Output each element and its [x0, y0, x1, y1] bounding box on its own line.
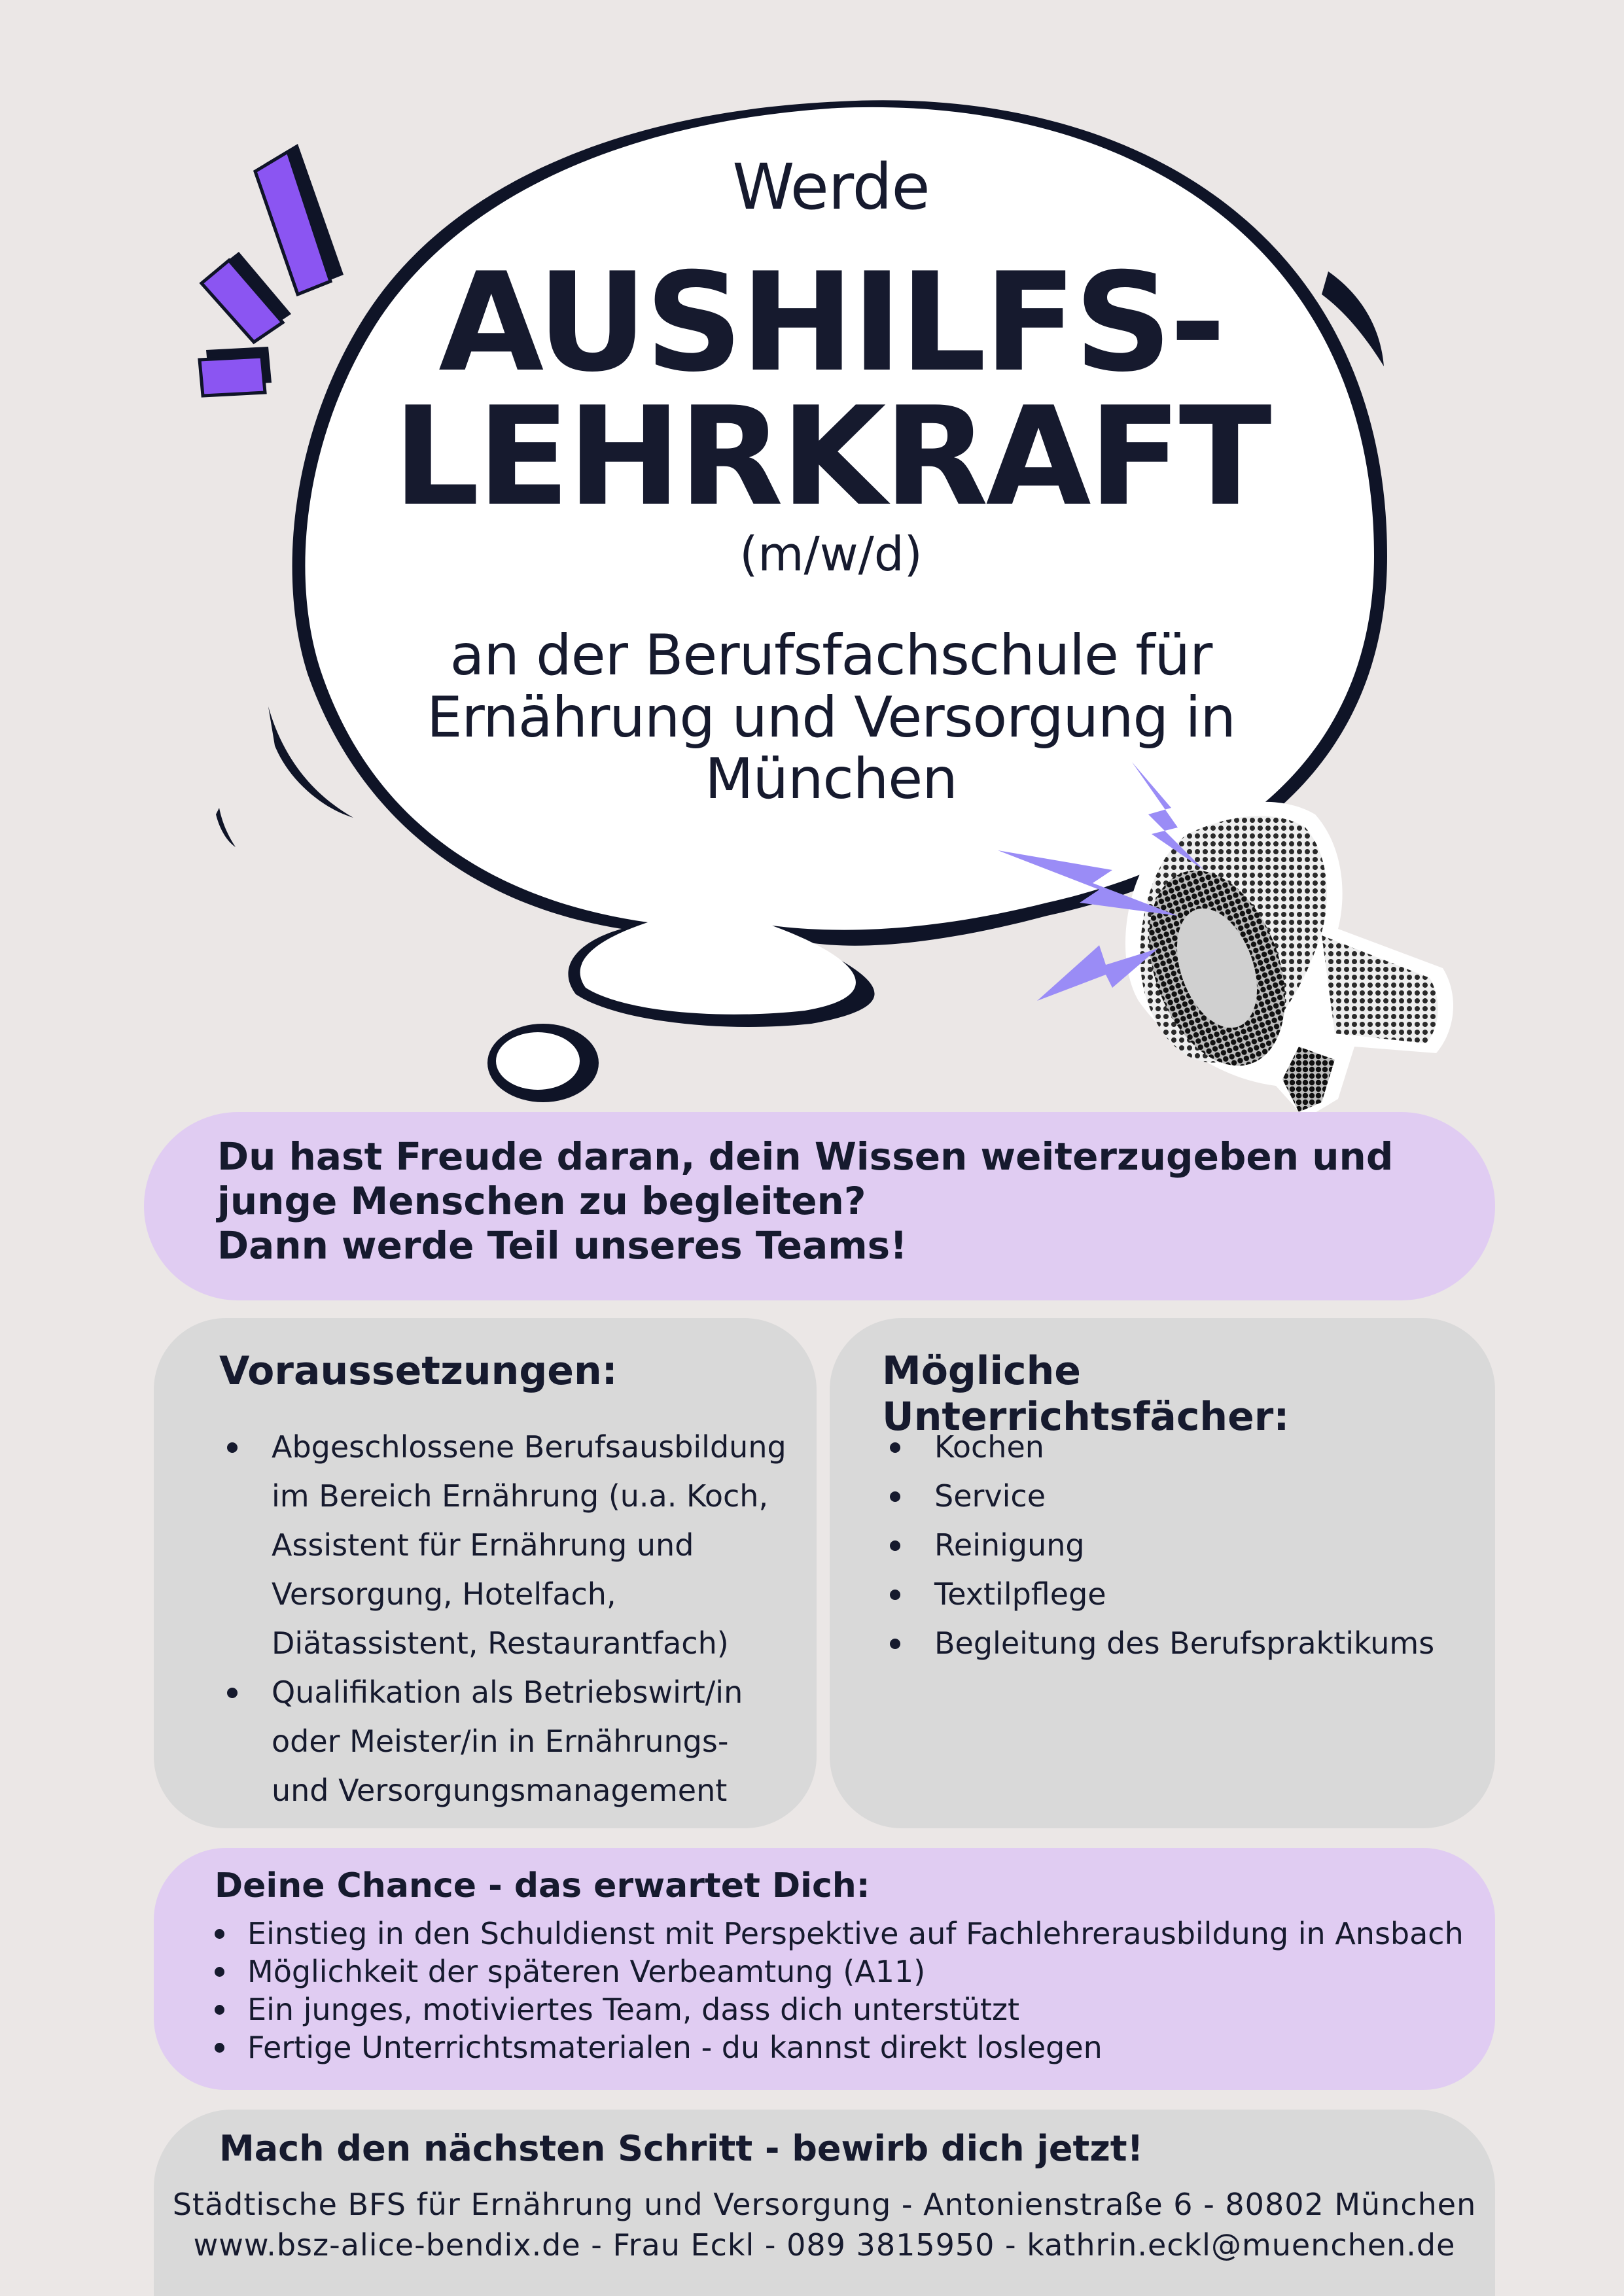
subjects-list — [882, 1423, 1471, 1668]
hero-title-line1: AUSHILFS- — [438, 244, 1224, 402]
hero-school-line3: München — [705, 746, 957, 812]
chance-list — [209, 1915, 1485, 2066]
chance-item: Möglichkeit der späteren Verbeamtung (A11) — [209, 1953, 1485, 1991]
intro-line2: junge Menschen zu begleiten? — [217, 1179, 866, 1223]
call-to-action: Mach den nächsten Schritt - bewirb dich jetzt! — [219, 2128, 1144, 2169]
intro-line1: Du hast Freude daran, dein Wissen weiterzugeben und — [217, 1134, 1394, 1179]
hero-school-line2: Ernährung und Versorgung in — [427, 684, 1235, 750]
subjects-item: Reinigung — [882, 1521, 1471, 1570]
requirements-list — [219, 1423, 795, 1815]
contact-address: Städtische BFS für Ernährung und Versorgung - Antonienstraße 6 - 80802 München — [172, 2187, 1477, 2222]
intro-text — [217, 1134, 1393, 1268]
requirements-item: Qualifikation als Betriebswirt/in oder Meister/in in Ernährungs- und Versorgungsmanagement — [219, 1668, 795, 1815]
requirements-item: Abgeschlossene Berufsausbildung im Bereich Ernährung (u.a. Koch, Assistent für Ernährung und Versorgung, Hotelfach, Diätassistent, Restaurantfach) — [219, 1423, 795, 1668]
burst-lines-icon — [200, 144, 344, 396]
subjects-title: Mögliche Unterrichtsfächer: — [882, 1348, 1290, 1440]
subjects-item: Textilpflege — [882, 1570, 1471, 1619]
requirements-box — [154, 1318, 817, 1828]
intro-banner — [144, 1112, 1495, 1300]
hero-school-line1: an der Berufsfachschule für — [450, 623, 1212, 688]
chance-title: Deine Chance - das erwartet Dich: — [215, 1866, 870, 1905]
hero-werde: Werde — [732, 150, 930, 224]
subjects-box — [830, 1318, 1495, 1828]
chance-item: Ein junges, motiviertes Team, dass dich unterstützt — [209, 1991, 1485, 2028]
chance-item: Einstieg in den Schuldienst mit Perspektive auf Fachlehrerausbildung in Ansbach — [209, 1915, 1485, 1953]
chance-item: Fertige Unterrichtsmaterialen - du kannst direkt loslegen — [209, 2028, 1485, 2066]
hero-school — [366, 625, 1296, 810]
subjects-item: Kochen — [882, 1423, 1471, 1472]
intro-line3: Dann werde Teil unseres Teams! — [217, 1223, 908, 1268]
subjects-item: Service — [882, 1472, 1471, 1521]
chance-box — [154, 1848, 1495, 2090]
contact-box — [154, 2110, 1495, 2296]
megaphone-icon — [1124, 802, 1453, 1119]
hero-gender-note: (m/w/d) — [739, 527, 923, 582]
subjects-item: Begleitung des Berufspraktikums — [882, 1619, 1471, 1668]
hero-title-line2: LEHRKRAFT — [393, 378, 1269, 536]
contact-details: www.bsz-alice-bendix.de - Frau Eckl - 089 3815950 - kathrin.eckl@muenchen.de — [193, 2227, 1456, 2263]
requirements-title: Voraussetzungen: — [219, 1348, 618, 1394]
